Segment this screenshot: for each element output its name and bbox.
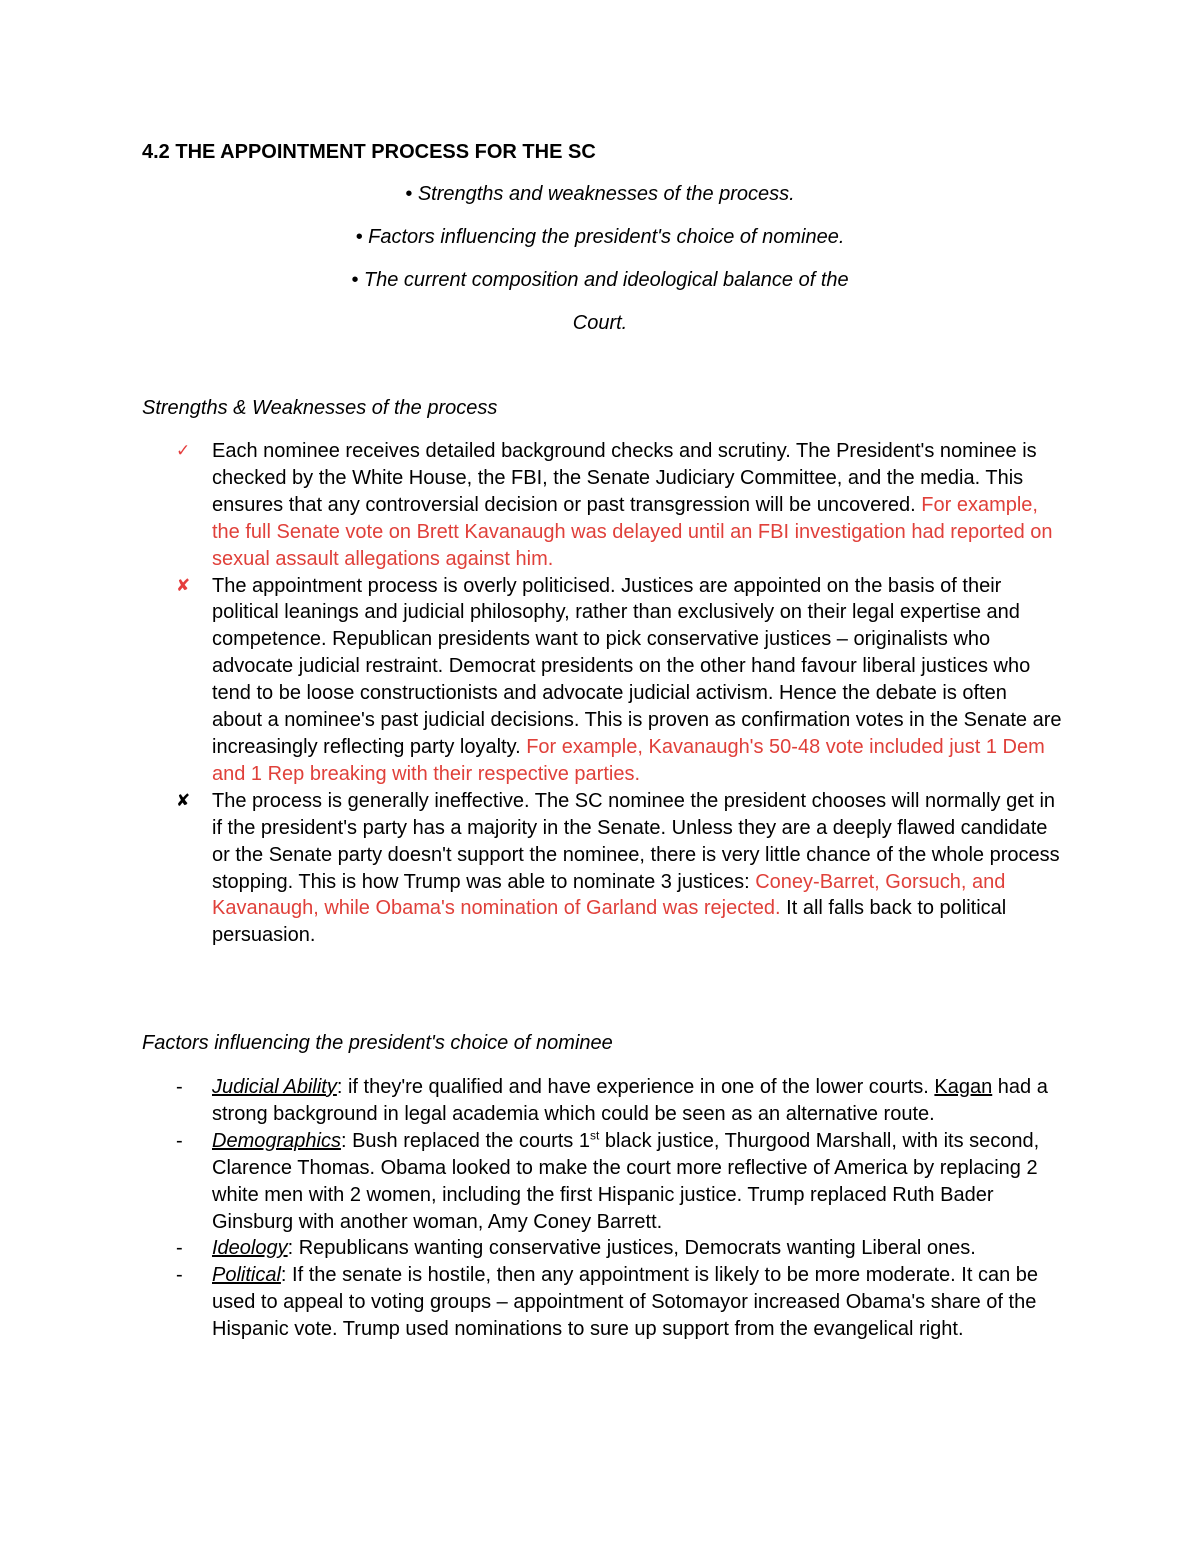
intro-bullet-3: • The current composition and ideological balance of the [351, 269, 849, 291]
list-item [142, 1128, 1062, 1236]
ordinal-superscript: st [590, 1128, 600, 1143]
section-heading-strengths: Strengths & Weaknesses of the process [142, 397, 498, 419]
item-text: Each nominee receives detailed background checks and scrutiny. The President's nominee is checked by the White House, the FBI, the Senate Judiciary Committee, and the media. This ensures that any controversial decision or past transgression will be uncovered. [212, 440, 1037, 516]
dash-bullet: - [176, 1237, 183, 1260]
list-item [142, 438, 1062, 573]
page-title: 4.2 THE APPOINTMENT PROCESS FOR THE SC [142, 141, 596, 163]
intro-bullet-2: • Factors influencing the president's choice of nominee. [355, 226, 845, 248]
factor-text: : Bush replaced the courts 1 [340, 1129, 590, 1152]
list-item [142, 788, 1062, 949]
factors-list [142, 1074, 1062, 1343]
item-example: Coney-Barret, Gorsuch, and Kavanaugh, while Obama's nomination of Garland was rejected. [212, 870, 1006, 920]
factor-text: : Republicans wanting conservative justices, Democrats wanting Liberal ones. [287, 1237, 976, 1260]
item-text: The process is generally ineffective. The SC nominee the president chooses will normally get in if the president's party has a majority in the Senate. Unless they are a deeply flawed candidate or the Senate party doesn't support the nominee, there is very little chance of the whole process stopping. This is how Trump was able to nominate 3 justices: [212, 789, 1060, 893]
item-example: For example, the full Senate vote on Brett Kavanaugh was delayed until an FBI investigation had reported on sexual assault allegations against him. [212, 493, 1053, 570]
factor-text-continued: black justice, Thurgood Marshall, with its second, Clarence Thomas. Obama looked to make the court more reflective of America by replacing 2 white men with 2 women, including the first Hispanic justice. Trump replaced Ruth Bader Ginsburg with another woman, Amy Coney Barrett. [212, 1129, 1040, 1233]
intro-bullet-3-continued: Court. [572, 312, 628, 334]
cross-icon: ✘ [176, 575, 191, 595]
dash-bullet: - [176, 1076, 183, 1098]
item-example: For example, Kavanaugh's 50-48 vote included just 1 Dem and 1 Rep breaking with their respective parties. [212, 735, 1045, 785]
factor-label: Ideology [212, 1237, 288, 1260]
factor-text: : If the senate is hostile, then any appointment is likely to be more moderate. It can be used to appeal to voting groups – appointment of Sotomayor increased Obama's share of the Hispanic vote. Trump used nominations to sure up support from the evangelical right. [212, 1264, 1039, 1341]
intro-bullet-1: • Strengths and weaknesses of the process. [405, 183, 795, 205]
section-heading-factors: Factors influencing the president's choice of nominee [142, 1032, 613, 1054]
list-item [142, 1235, 1062, 1262]
list-item [142, 573, 1062, 788]
dash-bullet: - [176, 1264, 183, 1287]
list-item [142, 1262, 1062, 1343]
list-item [142, 1074, 1062, 1128]
item-text: The appointment process is overly politicised. Justices are appointed on the basis of their political leanings and judicial philosophy, rather than exclusively on their legal expertise and competence. Republican presidents want to pick conservative justices – originalists who advocate judicial restraint. Democrat presidents on the other hand favour liberal justices who tend to be loose constructionists and advocate judicial activism. Hence the debate is often about a nominee's past judicial decisions. This is proven as confirmation votes in the Senate are increasingly reflecting party loyalty. [212, 574, 1062, 758]
factor-text-continued: had a strong background in legal academia which could be seen as an alternative route. [212, 1076, 1048, 1125]
factor-label: Political [212, 1264, 281, 1287]
factor-name: Kagan [934, 1076, 993, 1098]
item-tail: It all falls back to political persuasion. [212, 897, 1007, 947]
factor-label: Demographics [212, 1129, 341, 1152]
strengths-weaknesses-list [142, 438, 1062, 949]
factor-text: : if they're qualified and have experience in one of the lower courts. [336, 1076, 935, 1098]
factor-label: Judicial Ability [212, 1076, 337, 1098]
dash-bullet: - [176, 1129, 183, 1152]
cross-icon: ✘ [176, 790, 191, 810]
checkmark-icon: ✓ [176, 441, 191, 460]
